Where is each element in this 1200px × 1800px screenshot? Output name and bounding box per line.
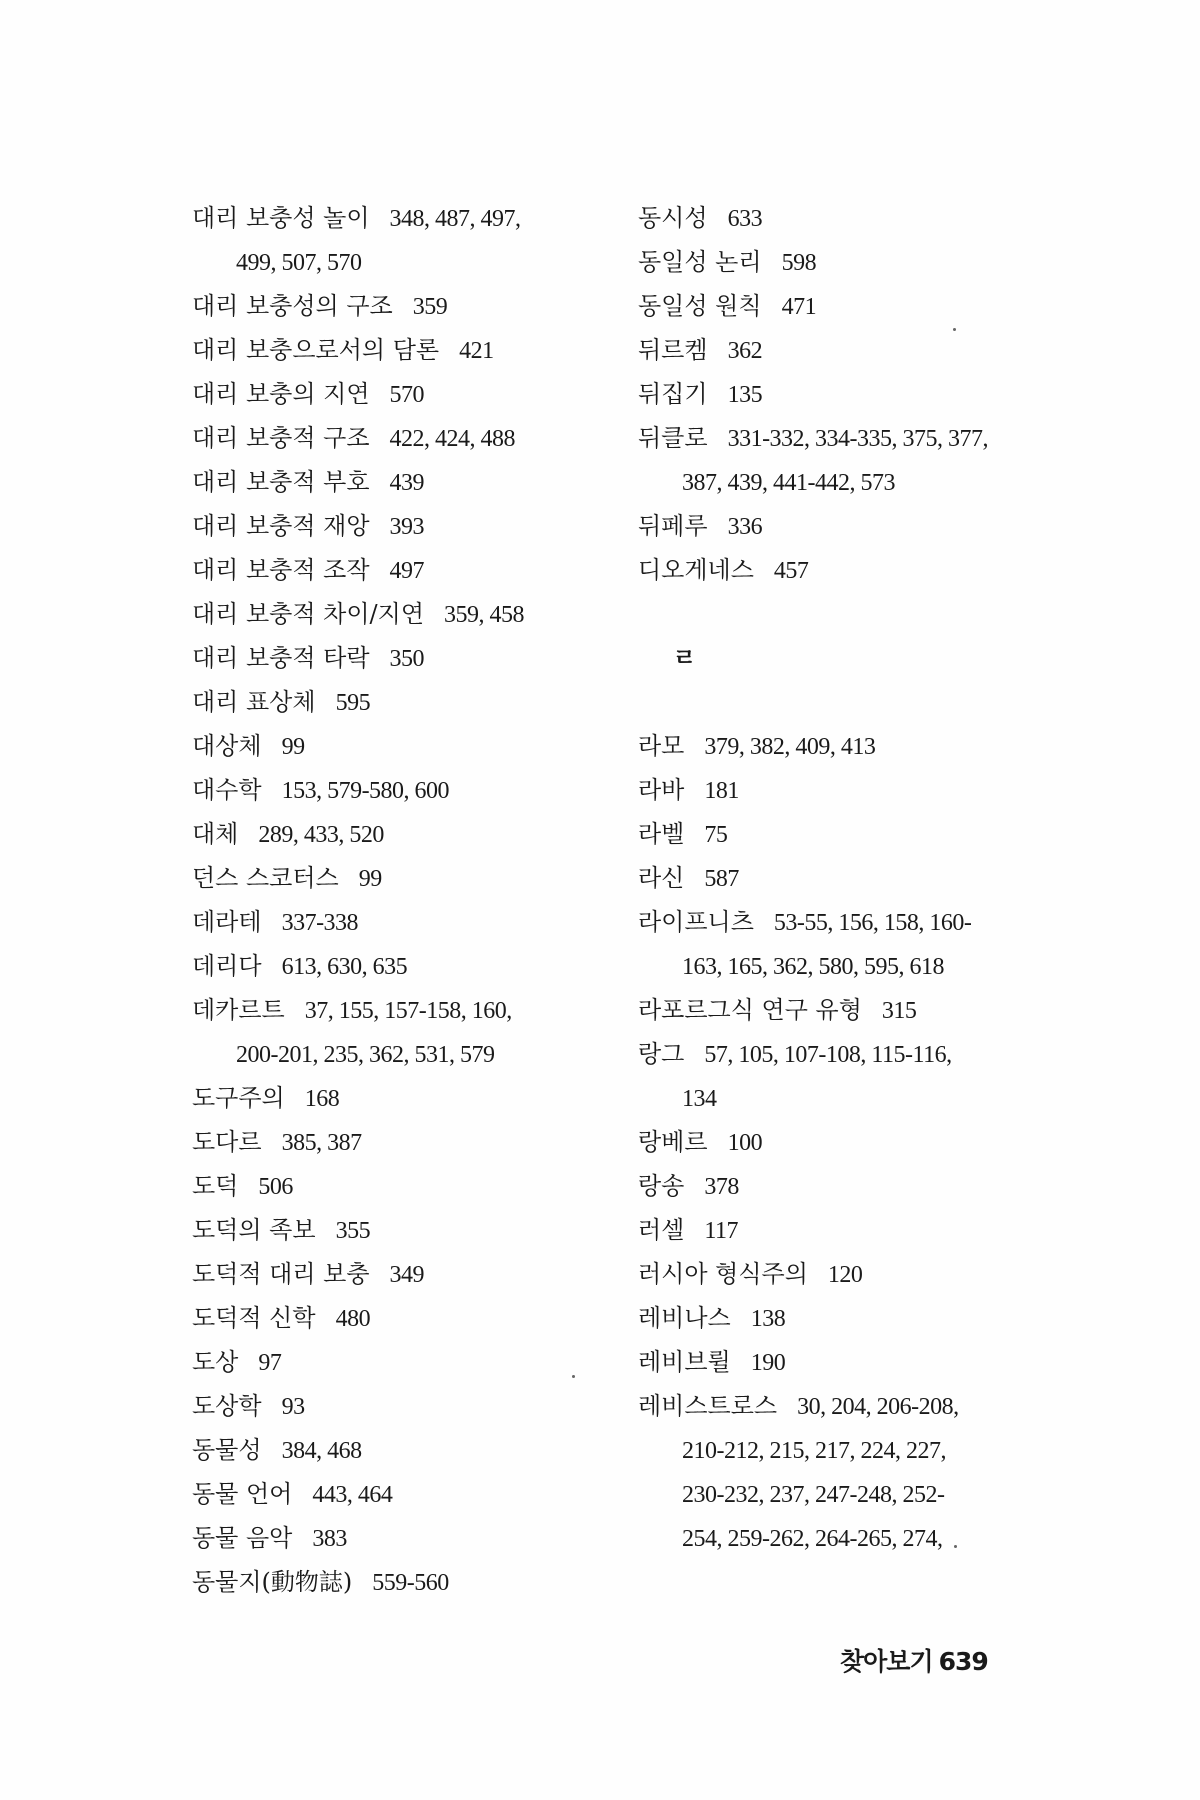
index-page-refs: 350 bbox=[389, 646, 425, 672]
footer-label: 찾아보기 bbox=[840, 1647, 933, 1676]
index-entry bbox=[638, 548, 1058, 592]
index-entry bbox=[638, 1340, 1058, 1384]
index-entry-continuation bbox=[192, 1032, 612, 1076]
index-page-refs: 362 bbox=[727, 338, 763, 364]
index-entry bbox=[192, 1120, 612, 1164]
index-term: 뒤페루 bbox=[638, 512, 708, 540]
index-page-refs: 385, 387 bbox=[281, 1130, 362, 1156]
index-entry bbox=[192, 548, 612, 592]
index-entry bbox=[192, 1208, 612, 1252]
index-page-refs: 506 bbox=[258, 1174, 293, 1200]
index-page-refs: 190 bbox=[750, 1350, 786, 1376]
index-page-refs: 570 bbox=[389, 382, 425, 408]
index-page-refs: 378 bbox=[704, 1174, 739, 1200]
index-term: 도상 bbox=[192, 1348, 239, 1376]
index-term: 라벨 bbox=[638, 820, 685, 848]
index-term: 도구주의 bbox=[192, 1084, 285, 1112]
index-page-refs: 138 bbox=[750, 1306, 786, 1332]
page-number: 639 bbox=[938, 1647, 988, 1676]
index-entry bbox=[192, 592, 612, 636]
index-term: 대리 보충성 놀이 bbox=[192, 204, 370, 232]
index-term: 레비나스 bbox=[638, 1304, 731, 1332]
index-entry bbox=[192, 1164, 612, 1208]
index-page-refs: 387, 439, 441-442, 573 bbox=[682, 470, 895, 496]
index-entry bbox=[192, 944, 612, 988]
index-term: 도상학 bbox=[192, 1392, 262, 1420]
index-page-refs: 53-55, 156, 158, 160- bbox=[773, 910, 972, 936]
index-entry bbox=[638, 1032, 1058, 1076]
index-term: 디오게네스 bbox=[638, 556, 754, 584]
index-term: 대리 보충적 부호 bbox=[192, 468, 370, 496]
index-page-refs: 422, 424, 488 bbox=[389, 426, 516, 452]
index-page-refs: 37, 155, 157-158, 160, bbox=[304, 998, 512, 1024]
index-page-refs: 30, 204, 206-208, bbox=[797, 1394, 959, 1420]
index-entry-continuation bbox=[638, 1076, 1058, 1120]
index-entry bbox=[638, 1164, 1058, 1208]
index-entry-continuation bbox=[192, 240, 612, 284]
index-entry bbox=[192, 812, 612, 856]
index-term: 라이프니츠 bbox=[638, 908, 754, 936]
index-column-left bbox=[192, 196, 612, 1604]
index-entry bbox=[192, 372, 612, 416]
index-page-refs: 93 bbox=[281, 1394, 305, 1420]
index-entry bbox=[638, 856, 1058, 900]
index-page-refs: 163, 165, 362, 580, 595, 618 bbox=[682, 954, 944, 980]
index-page-refs: 497 bbox=[389, 558, 425, 584]
index-entry bbox=[192, 856, 612, 900]
index-page-refs: 355 bbox=[335, 1218, 371, 1244]
index-entry bbox=[192, 460, 612, 504]
index-page-refs: 153, 579-580, 600 bbox=[281, 778, 450, 804]
index-entry bbox=[638, 504, 1058, 548]
index-term: 대리 보충으로서의 담론 bbox=[192, 336, 440, 364]
index-page-refs: 359 bbox=[412, 294, 448, 320]
index-entry bbox=[638, 284, 1058, 328]
index-term: 동물성 bbox=[192, 1436, 262, 1464]
index-page-refs: 315 bbox=[881, 998, 917, 1024]
index-term: 대리 보충적 타락 bbox=[192, 644, 370, 672]
index-page-refs: 100 bbox=[727, 1130, 763, 1156]
index-term: 대리 보충적 구조 bbox=[192, 424, 370, 452]
index-entry-continuation bbox=[638, 944, 1058, 988]
index-term: 라모 bbox=[638, 732, 685, 760]
index-entry bbox=[638, 240, 1058, 284]
index-term: 도덕 bbox=[192, 1172, 239, 1200]
index-term: 데카르트 bbox=[192, 996, 285, 1024]
index-page-refs: 443, 464 bbox=[312, 1482, 393, 1508]
section-heading: ㄹ bbox=[673, 643, 697, 672]
index-entry bbox=[638, 416, 1058, 460]
index-entry bbox=[192, 1560, 612, 1604]
index-entry bbox=[192, 1516, 612, 1560]
index-term: 동시성 bbox=[638, 204, 708, 232]
index-entry bbox=[192, 1076, 612, 1120]
index-page-refs: 480 bbox=[335, 1306, 371, 1332]
index-entry bbox=[638, 900, 1058, 944]
index-page-refs: 97 bbox=[258, 1350, 282, 1376]
index-entry bbox=[192, 1252, 612, 1296]
index-page-refs: 633 bbox=[727, 206, 763, 232]
index-page-refs: 471 bbox=[781, 294, 817, 320]
index-entry bbox=[638, 328, 1058, 372]
index-term: 뒤르켐 bbox=[638, 336, 708, 364]
index-entry bbox=[192, 1384, 612, 1428]
index-entry bbox=[638, 1384, 1058, 1428]
index-term: 동물 음악 bbox=[192, 1524, 293, 1552]
index-page-refs: 168 bbox=[304, 1086, 340, 1112]
index-page-refs: 337-338 bbox=[281, 910, 359, 936]
index-entry bbox=[192, 724, 612, 768]
index-page-refs: 559-560 bbox=[372, 1570, 449, 1596]
index-page-refs: 457 bbox=[773, 558, 809, 584]
index-entry bbox=[192, 504, 612, 548]
index-page-refs: 120 bbox=[827, 1262, 863, 1288]
index-entries-r bbox=[638, 724, 1058, 1560]
index-term: 대리 보충적 조작 bbox=[192, 556, 370, 584]
index-page-refs: 336 bbox=[727, 514, 763, 540]
index-term: 대리 보충의 지연 bbox=[192, 380, 370, 408]
index-term: 데리다 bbox=[192, 952, 262, 980]
index-page-refs: 348, 487, 497, bbox=[389, 206, 521, 232]
index-entry bbox=[192, 1472, 612, 1516]
index-entry bbox=[192, 988, 612, 1032]
index-entry bbox=[192, 1340, 612, 1384]
index-page-refs: 57, 105, 107-108, 115-116, bbox=[704, 1042, 952, 1068]
index-term: 대수학 bbox=[192, 776, 262, 804]
index-entry bbox=[192, 636, 612, 680]
scan-speck bbox=[572, 1375, 575, 1378]
index-entry bbox=[192, 680, 612, 724]
index-term: 라바 bbox=[638, 776, 685, 804]
index-term: 라신 bbox=[638, 864, 685, 892]
index-entry bbox=[638, 724, 1058, 768]
index-term: 도덕적 대리 보충 bbox=[192, 1260, 370, 1288]
index-column-right bbox=[638, 196, 1058, 1560]
index-page-refs: 595 bbox=[335, 690, 371, 716]
index-term: 대상체 bbox=[192, 732, 262, 760]
page-footer bbox=[840, 1642, 988, 1678]
index-term: 랑베르 bbox=[638, 1128, 708, 1156]
index-entry bbox=[192, 900, 612, 944]
index-term: 레비브륄 bbox=[638, 1348, 731, 1376]
index-page-refs: 384, 468 bbox=[281, 1438, 362, 1464]
index-entry bbox=[192, 1428, 612, 1472]
index-term: 뒤집기 bbox=[638, 380, 708, 408]
index-entry bbox=[192, 1296, 612, 1340]
index-page-refs: 587 bbox=[704, 866, 739, 892]
index-page-refs: 379, 382, 409, 413 bbox=[704, 734, 876, 760]
index-page-refs: 289, 433, 520 bbox=[258, 822, 384, 848]
index-page-refs: 421 bbox=[459, 338, 494, 364]
index-page-refs: 359, 458 bbox=[444, 602, 524, 628]
index-entry bbox=[192, 328, 612, 372]
index-term: 러시아 형식주의 bbox=[638, 1260, 808, 1288]
index-entry bbox=[192, 196, 612, 240]
index-term: 뒤클로 bbox=[638, 424, 708, 452]
index-term: 대리 표상체 bbox=[192, 688, 316, 716]
index-term: 대리 보충성의 구조 bbox=[192, 292, 393, 320]
index-entry bbox=[638, 812, 1058, 856]
index-term: 대리 보충적 재앙 bbox=[192, 512, 370, 540]
index-page-refs: 598 bbox=[781, 250, 817, 276]
index-term: 동일성 원칙 bbox=[638, 292, 762, 320]
index-page-refs: 181 bbox=[704, 778, 739, 804]
index-term: 랑송 bbox=[638, 1172, 685, 1200]
index-term: 데라테 bbox=[192, 908, 262, 936]
index-term: 던스 스코터스 bbox=[192, 864, 339, 892]
index-page-refs: 210-212, 215, 217, 224, 227, bbox=[682, 1438, 946, 1464]
index-entry bbox=[192, 416, 612, 460]
index-term: 랑그 bbox=[638, 1040, 685, 1068]
index-page-refs: 230-232, 237, 247-248, 252- bbox=[682, 1482, 945, 1508]
index-term: 도덕의 족보 bbox=[192, 1216, 316, 1244]
index-entry bbox=[192, 768, 612, 812]
index-page-refs: 75 bbox=[704, 822, 728, 848]
index-page-refs: 99 bbox=[281, 734, 305, 760]
index-term: 레비스트로스 bbox=[638, 1392, 778, 1420]
index-page-refs: 499, 507, 570 bbox=[236, 250, 362, 276]
index-entry bbox=[638, 1296, 1058, 1340]
index-term: 도덕적 신학 bbox=[192, 1304, 316, 1332]
scan-speck bbox=[954, 1545, 957, 1548]
index-entry bbox=[192, 284, 612, 328]
index-page-refs: 117 bbox=[704, 1218, 738, 1244]
section-spacer bbox=[638, 680, 1058, 724]
index-page-refs: 331-332, 334-335, 375, 377, bbox=[727, 426, 989, 452]
index-page-refs: 99 bbox=[358, 866, 382, 892]
index-entry-continuation bbox=[638, 460, 1058, 504]
index-entry bbox=[638, 988, 1058, 1032]
index-entries-d bbox=[638, 196, 1058, 592]
index-entry-continuation bbox=[638, 1472, 1058, 1516]
index-entry bbox=[638, 1120, 1058, 1164]
index-term: 대체 bbox=[192, 820, 239, 848]
index-entry bbox=[638, 1252, 1058, 1296]
index-term: 동물 언어 bbox=[192, 1480, 293, 1508]
index-entry bbox=[638, 196, 1058, 240]
index-entry-continuation bbox=[638, 1516, 1058, 1560]
index-page-refs: 349 bbox=[389, 1262, 425, 1288]
index-page-refs: 134 bbox=[682, 1086, 717, 1112]
index-page-refs: 254, 259-262, 264-265, 274, bbox=[682, 1526, 943, 1552]
index-page-refs: 383 bbox=[312, 1526, 347, 1552]
index-page-refs: 613, 630, 635 bbox=[281, 954, 408, 980]
index-term: 동물지(動物誌) bbox=[192, 1568, 353, 1596]
index-page-refs: 393 bbox=[389, 514, 425, 540]
index-entry bbox=[638, 372, 1058, 416]
index-entry bbox=[638, 768, 1058, 812]
index-term: 러셀 bbox=[638, 1216, 685, 1244]
index-entry-continuation bbox=[638, 1428, 1058, 1472]
scan-speck bbox=[953, 328, 956, 331]
index-term: 동일성 논리 bbox=[638, 248, 762, 276]
index-page-refs: 135 bbox=[727, 382, 763, 408]
index-term: 라포르그식 연구 유형 bbox=[638, 996, 862, 1024]
index-term: 도다르 bbox=[192, 1128, 262, 1156]
section-spacer bbox=[638, 592, 1058, 636]
index-entry bbox=[638, 1208, 1058, 1252]
index-page-refs: 200-201, 235, 362, 531, 579 bbox=[236, 1042, 495, 1068]
index-term: 대리 보충적 차이/지연 bbox=[192, 600, 424, 628]
index-page-refs: 439 bbox=[389, 470, 425, 496]
